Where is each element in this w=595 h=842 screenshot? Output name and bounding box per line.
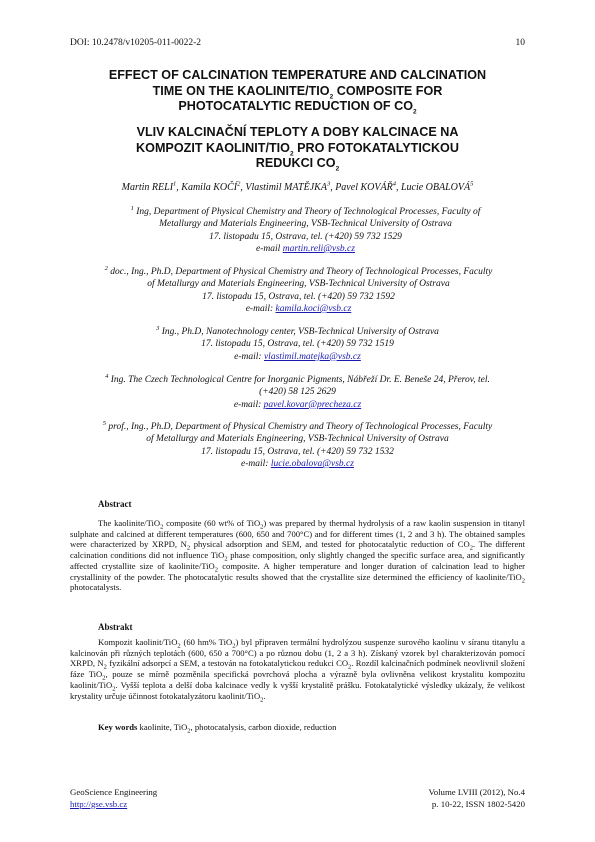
- email-link[interactable]: vlastimil.matejka@vsb.cz: [263, 351, 361, 362]
- volume-info: Volume LVIII (2012), No.4: [428, 787, 525, 797]
- abstrakt-body: Kompozit kaolinit/TiO$_2$ (60 hm% TiO$_2$) byl připraven termální hydrolýzou suspenze surového kaolinu v síranu titanylu a kalcinován při různých teplotách (600, 650 a 700°C) a po různou dobu (1, 2 a 3 h). Získaný vzorek byl charakterizován pomocí XRPD, $N_2$ fyzikální adsorpcí a SEM, a testován na fotokatalytickou redukci $CO_2$. Rozdíl kalcinačních podmínek neovlivnil složení fáze TiO$_2$, pouze se mírně pozměnila specifická povrchová plocha a výrazně byla ovlivněna velikost krystalitu kompozitu kaolinit/TiO$_2$. Vyšší teplota a delší doba kalcinace vedly k vyšší krystalitě prášku. Fotokatalytické výsledky ukázaly, že velikost krystality určuje účinnost fotokatalyzátoru kaolinit/TiO$_2$.: [70, 637, 525, 704]
- page-number: 10: [515, 38, 525, 48]
- affiliation-5: $^5$ prof., Ing., Ph.D, Department of Physical Chemistry and Theory of Technological Processes, Faculty of Metallurgy and Materials Engineering, VSB-Technical University of Ostrava 17. listopadu 15, Ostrava, tel. (+420) 59 732 1532 e-mail: lucie.obalova@vsb.cz: [102, 419, 493, 469]
- journal-name: GeoScience Engineering: [70, 787, 158, 797]
- author: Martin RELI$^1$: [121, 180, 177, 193]
- author: Pavel KOVÁŘ$^4$: [335, 180, 396, 193]
- affiliation-2: $^2$ doc., Ing., Ph.D, Department of Physical Chemistry and Theory of Technological Processes, Faculty of Metallurgy and Materials Engineering, VSB-Technical University of Ostrava 17. listopadu 15, Ostrava, tel. (+420) 59 732 1592 e-mail: kamila.koci@vsb.cz: [104, 264, 493, 314]
- email-link[interactable]: kamila.koci@vsb.cz: [275, 303, 352, 314]
- abstract-heading: Abstract: [98, 499, 132, 509]
- email-link[interactable]: lucie.obalova@vsb.cz: [270, 458, 354, 469]
- title-english: [70, 68, 525, 115]
- title-en-line2: TIME ON THE KAOLINITE/$TIO_2$ COMPOSITE FOR: [152, 83, 443, 101]
- author: Vlastimil MATĚJKA$^3$: [245, 180, 331, 193]
- author: Kamila KOČÍ$^2$: [181, 180, 241, 193]
- author: Lucie OBALOVÁ$^5$: [400, 180, 474, 193]
- doi-text: DOI: 10.2478/v10205-011-0022-2: [70, 38, 202, 48]
- title-czech: [70, 125, 525, 172]
- keywords: Key words kaolinite, TiO$_2$, photocatalysis, carbon dioxide, reduction: [98, 722, 337, 735]
- title-en-line3: PHOTOCATALYTIC REDUCTION OF $CO_2$: [178, 99, 417, 116]
- title-cz-line2: KOMPOZIT KAOLINIT/$TIO_2$ PRO FOTOKATALYTICKOU: [136, 140, 459, 158]
- abstract-body: The kaolinite/TiO$_2$ composite (60 wt% of TiO$_2$) was prepared by thermal hydrolysis of a raw kaolin suspension in titanyl sulphate and calcined at different temperatures (600, 650 and 700°C) and for different times (1, 2 and 3 h). The obtained samples were characterized by XRPD, $N_2$ physical adsorption and SEM, and tested for photocatalytic reduction of $CO_2$. The different calcination conditions did not influence TiO$_2$ phase composition, only slightly changed the specific surface area, and significantly affected crystallite size of kaolinite/TiO$_2$ composite. A higher temperature and longer duration of calcination lead to higher crystallinity of the powder. The photocatalytic results showed that the crystallite size determined the efficiency of kaolinite/TiO$_2$ photocatalysts.: [70, 518, 526, 593]
- affiliation-1: $^1$ Ing, Department of Physical Chemistry and Theory of Technological Processes, Faculty of Metallurgy and Materials Engineering, VSB-Technical University of Ostrava 17. listopadu 15, Ostrava, tel. (+420) 59 732 1529 e-mail martin.reli@vsb.cz: [130, 204, 481, 254]
- author-list: Martin RELI$^1$, Kamila KOČÍ$^2$, Vlastimil MATĚJKA$^3$, Pavel KOVÁŘ$^4$, Lucie OBALOVÁ$^5$: [121, 180, 474, 193]
- affiliation-3: $^3$ Ing., Ph.D, Nanotechnology center, VSB-Technical University of Ostrava 17. listopadu 15, Ostrava, tel. (+420) 59 732 1519 e-mail: vlastimil.matejka@vsb.cz: [156, 324, 439, 362]
- pages-issn: p. 10-22, ISSN 1802-5420: [431, 798, 525, 809]
- page-footer: [70, 787, 525, 810]
- running-header: [70, 38, 525, 48]
- abstrakt-heading: Abstrakt: [98, 622, 133, 632]
- journal-url-link[interactable]: http://gse.vsb.cz: [70, 798, 128, 809]
- title-cz-line3: REDUKCI $CO_2$: [255, 156, 340, 173]
- title-cz-line1: VLIV KALCINAČNÍ TEPLOTY A DOBY KALCINACE NA: [136, 125, 459, 139]
- title-en-line1: EFFECT OF CALCINATION TEMPERATURE AND CALCINATION: [108, 68, 487, 82]
- affiliation-4: $^4$ Ing. The Czech Technological Centre for Inorganic Pigments, Nábřeží Dr. E. Beneše 24, Přerov, tel. (+420) 58 125 2629 e-mail: pavel.kovar@precheza.cz: [105, 372, 490, 410]
- email-link[interactable]: pavel.kovar@precheza.cz: [263, 399, 362, 410]
- email-link[interactable]: martin.reli@vsb.cz: [282, 243, 355, 254]
